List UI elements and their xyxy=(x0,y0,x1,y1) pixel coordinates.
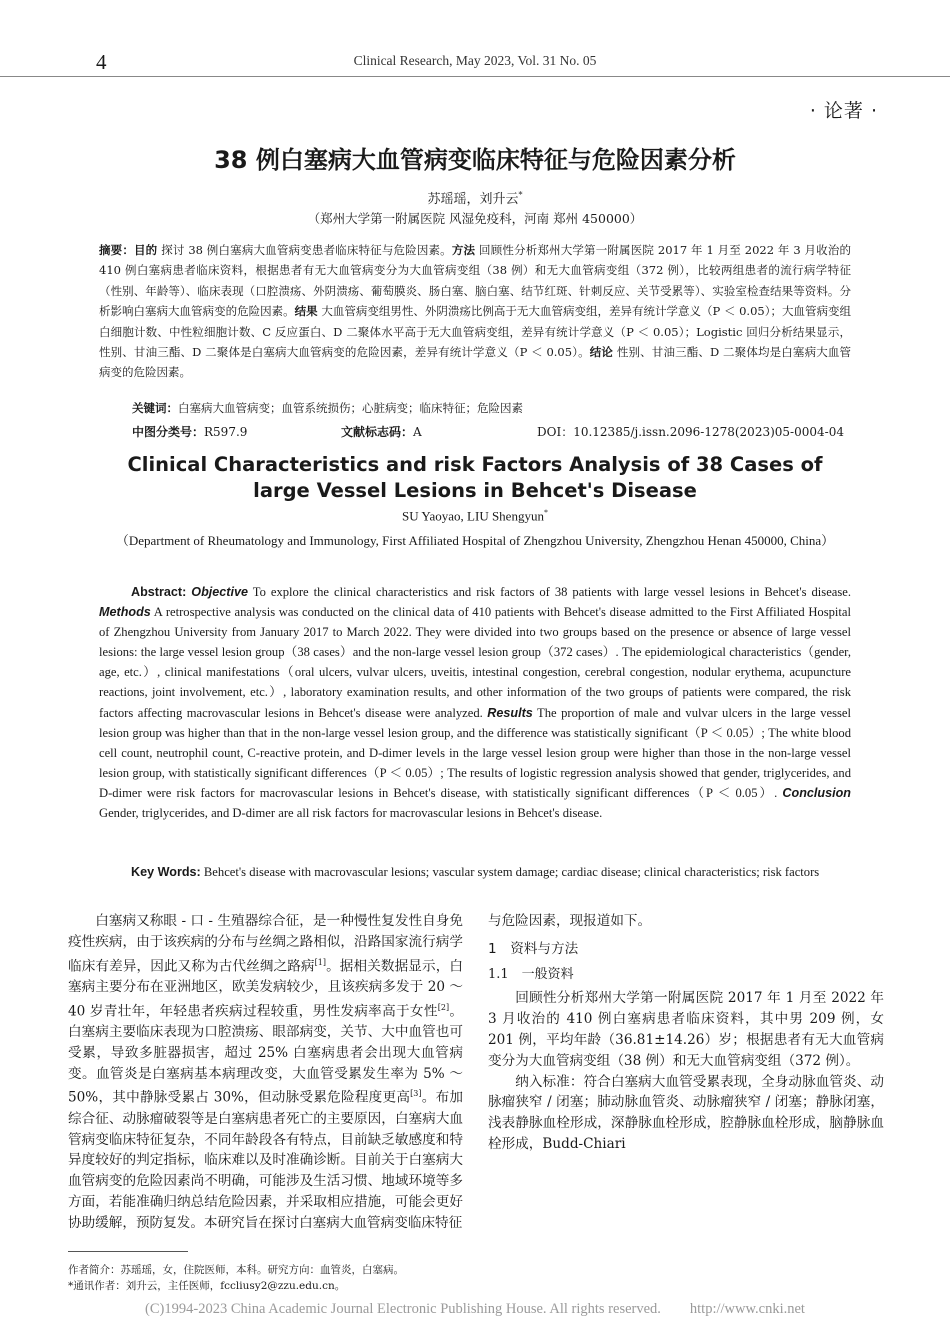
inclusion-criteria-paragraph: 纳入标准：符合白塞病大血管受累表现，全身动脉血管炎、动脉瘤狭窄 / 闭塞；肺动脉血管炎、动脉瘤狭窄 / 闭塞；静脉闭塞，浅表静脉血栓形成，深静脉血栓形成，腔静脉血栓形成，脑静脉血栓形成，Budd-Chiari xyxy=(488,1073,884,1152)
footnote-rule xyxy=(68,1251,188,1252)
doccode-value: A xyxy=(413,425,422,439)
document-code xyxy=(341,423,422,440)
en-results-text: The proportion of male and vulvar ulcers in the large vessel lesion group was higher than that in the non-large vessel lesion group, and the difference was statistically significant（P ＜ 0.05）; The white blood cell count, neutrophil count, C-reactive protein, and D-dimer levels in the large vessel lesion group were higher than those in the non-large vessel lesion group, with statistically significant differences（P ＜ 0.05）; The results of logistic regression analysis showed that gender, triglycerides, and D-dimer were risk factors for macrovascular lesions in Behcet's disease, with statistically significant differences（P ＜ 0.05）. xyxy=(99,705,851,800)
en-methods-label: Methods xyxy=(99,605,151,620)
author-intro-footnote: 作者简介：苏瑶瑶，女，住院医师，本科。研究方向：血管炎，白塞病。 xyxy=(68,1264,404,1276)
objective-label: 目的 xyxy=(134,243,158,257)
english-abstract xyxy=(99,582,851,823)
clc-label: 中图分类号： xyxy=(132,425,205,439)
journal-citation: Clinical Research, May 2023, Vol. 31 No. 05 xyxy=(353,53,597,68)
section-heading-methods: 1 资料与方法 xyxy=(488,940,579,957)
chinese-affiliation: （郑州大学第一附属医院 风湿免疫科，河南 郑州 450000） xyxy=(307,211,643,226)
en-keywords-label: Key Words: xyxy=(131,865,201,879)
column-tag: · 论著 · xyxy=(809,100,878,122)
en-objective-text: To explore the clinical characteristics and risk factors of 38 patients with large vessel lesions in Behcet's disease. xyxy=(252,585,852,599)
results-label: 结果 xyxy=(294,304,318,319)
chinese-keywords xyxy=(132,400,852,416)
subsection-heading-general: 1.1 一般资料 xyxy=(488,966,574,982)
running-header xyxy=(0,50,950,77)
corresponding-mark: * xyxy=(518,190,523,200)
english-authors xyxy=(0,508,950,524)
author-names: 苏瑶瑶，刘升云 xyxy=(427,192,519,207)
corresponding-author-footnote: *通讯作者：刘升云，主任医师，fccliusy2@zzu.edu.cn。 xyxy=(68,1280,346,1292)
intro-text-a: 白塞病又称眼 - 口 - 生殖器综合征，是一种慢性复发性自身免疫性疾病，由于该疾病的分布与丝绸之路相似，沿路国家流行病学临床有差异，因此又称为古代丝绸之路病 xyxy=(68,913,463,975)
intro-text-c: 。白塞病主要临床表现为口腔溃疡、眼部病变，关节、大中血管也可受累，导致多脏器损害，超过 25% 白塞病患者会出现大血管病变。血管炎是白塞病基本病理改变，大血管受累发生率为 5% ～ 50%，其中静脉受累占 30%，但动脉受累危险程度更高 xyxy=(68,1003,464,1106)
intro-paragraph xyxy=(68,911,463,1234)
en-conclusion-text: Gender, triglycerides, and D-dimer are all risk factors for macrovascular lesions in Behcet's disease. xyxy=(99,806,603,821)
en-abstract-label: Abstract: xyxy=(131,585,187,599)
doi xyxy=(537,423,844,440)
results-text: 大血管病变组男性、外阴溃疡比例高于无大血管病变组，差异有统计学意义（P ＜ 0.05）；大血管病变组白细胞计数、中性粒细胞计数、C 反应蛋白、D 二聚体水平高于无大血管病变组，差异有统计学意义（P ＜ 0.05）；Logistic 回归分析结果显示，性别、甘油三酯、D 二聚体是白塞病大血管病变的危险因素，差异有统计学意义（P ＜ 0.05）。 xyxy=(99,304,852,360)
chinese-title: 38 例白塞病大血管病变临床特征与危险因素分析 xyxy=(214,146,736,174)
page-number: 4 xyxy=(96,50,107,74)
clc-code xyxy=(132,423,247,440)
copyright-watermark: (C)1994-2023 China Academic Journal Electronic Publishing House. All rights reserved. http://www.cnki.net xyxy=(145,1301,805,1317)
conclusion-text: 性别、甘油三酯、D 二聚体均是白塞病大血管病变的危险因素。 xyxy=(99,345,852,380)
en-objective-label: Objective xyxy=(191,585,248,599)
intro-text-d: 。布加综合征、动脉瘤破裂等是白塞病患者死亡的主要原因，白塞病大血管病变临床特征复杂，不同年龄段各有特点，目前缺乏敏感度和特异度较好的判定指标，临床难以及时准确诊断。目前关于白塞病大血管病变的危险因素尚不明确，可能涉及生活习惯、地域环境等多方面，若能准确归纳总结危险因素，并采取相应措施，可能会更好协助缓解，预防复发。本研究旨在探讨白塞病大血管病变临床特征 xyxy=(68,1089,464,1231)
doccode-label: 文献标志码： xyxy=(341,425,414,439)
methods-text: 回顾性分析郑州大学第一附属医院 2017 年 1 月至 2022 年 3 月收治的 410 例白塞病患者临床资料，根据患者有无大血管病变分为大血管病变组（38 例）和无大血管病变组（372 例），比较两组患者的流行病学特征（性别、年龄等）、临床表现（口腔溃疡、外阴溃疡、葡萄膜炎、肠白塞、脑白塞、结节红斑、针刺反应、关节受累等）、实验室检查结果等资料。分析影响白塞病大血管病变的危险因素。 xyxy=(99,243,852,319)
chinese-authors xyxy=(0,188,950,207)
methods-label: 方法 xyxy=(451,243,476,257)
classification-row xyxy=(132,423,852,441)
keywords-text: 白塞病大血管病变；血管系统损伤；心脏病变；临床特征；危险因素 xyxy=(178,401,523,415)
chinese-abstract xyxy=(99,240,851,383)
citation-1: [1] xyxy=(314,957,326,967)
en-conclusion-label: Conclusion xyxy=(782,785,851,800)
english-keywords xyxy=(99,862,851,882)
english-affiliation: （Department of Rheumatology and Immunology, First Affiliated Hospital of Zhengzhou University, Zhengzhou Henan 450000, China） xyxy=(115,533,835,548)
english-title xyxy=(0,452,950,504)
english-title-line-1: Clinical Characteristics and risk Factors Analysis of 38 Cases of xyxy=(127,453,823,476)
clc-value: R597.9 xyxy=(204,425,248,439)
doi-value: 10.12385/j.issn.2096-1278(2023)05-0004-04 xyxy=(573,425,844,439)
citation-3: [3] xyxy=(410,1089,422,1099)
intro-paragraph-continued: 与危险因素，现报道如下。 xyxy=(488,913,652,929)
english-corresponding-mark: * xyxy=(543,508,548,517)
general-data-paragraph: 回顾性分析郑州大学第一附属医院 2017 年 1 月至 2022 年 3 月收治的 410 例白塞病患者临床资料，其中男 209 例，女 201 例，平均年龄（36.81±14.26）岁；根据患者有无大血管病变分为大血管病变组（38 例）和无大血管病变组（372 例）。 xyxy=(488,990,884,1069)
intro-text-b: 。据相关数据显示，白塞病主要分布在亚洲地区，欧美发病较少，且该疾病多发于 20 ～ 40 岁青壮年，年轻患者疾病过程较重，男性发病率高于女性 xyxy=(68,958,464,1020)
abstract-label: 摘要： xyxy=(99,243,135,257)
en-keywords-text: Behcet's disease with macrovascular lesions; vascular system damage; cardiac disease; clinical characteristics; risk factors xyxy=(203,865,820,879)
conclusion-label: 结论 xyxy=(589,345,614,360)
body-column-right xyxy=(488,911,884,1155)
doi-label: DOI： xyxy=(537,425,574,439)
footnotes xyxy=(68,1262,868,1294)
objective-text: 探讨 38 例白塞病大血管病变患者临床特征与危险因素。 xyxy=(161,243,452,257)
body-column-left xyxy=(68,911,463,1234)
english-title-line-2: large Vessel Lesions in Behcet's Disease xyxy=(253,479,697,502)
en-methods-text: A retrospective analysis was conducted on the clinical data of 410 patients with Behcet's disease admitted to the First Affiliated Hospital of Zhengzhou University from January 2017 to March 2022. They were divided into two groups based on the presence or absence of large vessel lesions: the large vessel lesion group（38 cases）and the non-large vessel lesion group（372 cases）. The epidemiological characteristics（gender, age, etc.）, clinical manifestations（oral ulcers, vulvar ulcers, uveitis, intestinal congestion, cerebral congestion, nodular erythema, acupuncture reactions, joint involvement, etc.）, laboratory examination results, and other information of the two groups of patients were compared, the risk factors affecting macrovascular lesions in Behcet's disease were analyzed. xyxy=(99,605,851,720)
en-results-label: Results xyxy=(487,705,533,720)
english-author-names: SU Yaoyao, LIU Shengyun xyxy=(402,508,544,524)
citation-2: [2] xyxy=(437,1002,450,1012)
keywords-label: 关键词： xyxy=(132,401,178,415)
